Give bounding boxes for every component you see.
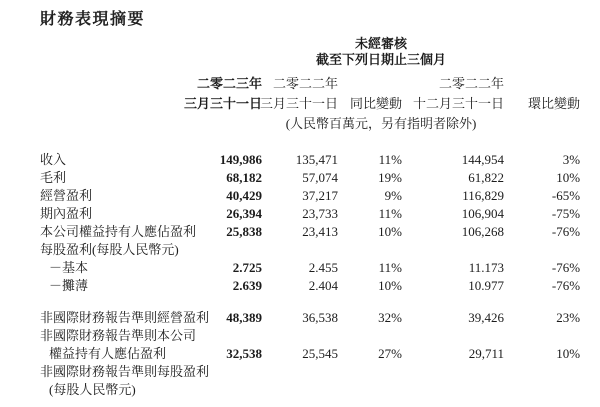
row-label: 非國際財務報告準則本公司 <box>40 328 197 343</box>
cell-value <box>338 380 402 398</box>
table-header <box>40 36 580 150</box>
cell-value <box>218 326 262 344</box>
header-row-years <box>40 68 580 92</box>
cell-value: 2.455 <box>308 260 338 275</box>
cell-value: 40,429 <box>226 188 262 203</box>
cell-value: -65% <box>551 188 581 203</box>
cell-value <box>262 380 338 398</box>
table-row <box>40 362 580 380</box>
cell-value: 25,545 <box>302 346 338 361</box>
cell-value: 149,986 <box>219 152 262 167</box>
period-label: 截至下列日期止三個月 <box>316 52 447 67</box>
row-label: 經營盈利 <box>40 188 93 203</box>
cell-value: 36,538 <box>302 310 338 325</box>
cell-value <box>402 240 504 258</box>
cell-value <box>504 362 580 380</box>
cell-value: 3% <box>562 152 581 167</box>
cell-value: 23,733 <box>302 206 338 221</box>
cell-value: 11% <box>378 260 402 275</box>
row-label: 收入 <box>40 152 67 167</box>
cell-value: 29,711 <box>468 346 504 361</box>
table-body <box>40 150 580 398</box>
cell-value: 26,394 <box>226 206 262 221</box>
cell-value: 10% <box>378 224 402 239</box>
cell-value <box>262 240 338 258</box>
cell-value <box>218 240 262 258</box>
table-row <box>40 204 580 222</box>
cell-value <box>402 380 504 398</box>
table-row <box>40 308 580 326</box>
cell-value: 2.639 <box>232 278 262 293</box>
row-label: 非國際財務報告準則經營盈利 <box>40 310 210 325</box>
table-row <box>40 380 580 398</box>
cell-value: 37,217 <box>302 188 338 203</box>
header-row-dates <box>40 92 580 112</box>
col-header-yoy-change: 同比變動 <box>349 96 402 111</box>
header-row-note <box>40 112 580 132</box>
row-label: －基本 <box>49 260 89 275</box>
cell-value: 11.173 <box>468 260 504 275</box>
spacer-row <box>40 294 580 308</box>
header-gap-row <box>40 132 580 150</box>
row-label: －攤薄 <box>49 278 89 293</box>
cell-value <box>402 326 504 344</box>
cell-value <box>218 362 262 380</box>
table-row <box>40 150 580 168</box>
financial-summary-table <box>40 36 580 398</box>
cell-value: 23,413 <box>302 224 338 239</box>
col-header-year-blank1 <box>338 68 402 92</box>
cell-value: -76% <box>551 278 581 293</box>
table-row <box>40 222 580 240</box>
cell-value: 11% <box>378 206 402 221</box>
row-label: 權益持有人應佔盈利 <box>49 346 167 361</box>
col-header-year-blank2 <box>504 68 580 92</box>
cell-value <box>338 240 402 258</box>
table-row <box>40 186 580 204</box>
cell-value: 10% <box>378 278 402 293</box>
cell-value: -76% <box>551 260 581 275</box>
row-label: 本公司權益持有人應佔盈利 <box>40 224 197 239</box>
col-header-date-2022-12-31: 十二月三十一日 <box>412 96 504 111</box>
cell-value: 2.404 <box>308 278 338 293</box>
cell-value: 61,822 <box>468 170 504 185</box>
cell-value: 10% <box>556 346 581 361</box>
row-label: (每股人民幣元) <box>49 382 136 397</box>
table-row <box>40 240 580 258</box>
cell-value: 27% <box>378 346 402 361</box>
cell-value <box>262 362 338 380</box>
cell-value: 2.725 <box>232 260 262 275</box>
cell-value: 10.977 <box>468 278 504 293</box>
cell-value: 32,538 <box>226 346 262 361</box>
cell-value <box>504 380 580 398</box>
cell-value: 106,904 <box>461 206 504 221</box>
cell-value: 48,389 <box>226 310 262 325</box>
row-label: 毛利 <box>40 170 67 185</box>
cell-value <box>402 362 504 380</box>
cell-value: 116,829 <box>462 188 504 203</box>
cell-value <box>262 326 338 344</box>
col-header-year-2022q4: 二零二二年 <box>438 76 504 91</box>
cell-value: 19% <box>378 170 402 185</box>
cell-value: 23% <box>556 310 581 325</box>
col-header-year-2023: 二零二三年 <box>196 76 262 91</box>
row-label: 非國際財務報告準則每股盈利 <box>40 364 210 379</box>
cell-value: 25,838 <box>226 224 262 239</box>
col-header-date-2022-03-31: 三月三十一日 <box>259 96 338 111</box>
currency-note: (人民幣百萬元，另有指明者除外) <box>285 116 477 131</box>
header-row-unaudited <box>40 36 580 52</box>
cell-value: 135,471 <box>295 152 338 167</box>
cell-value: 106,268 <box>461 224 504 239</box>
col-header-qoq-change: 環比變動 <box>528 96 581 111</box>
page-title: 財務表現摘要 <box>40 11 146 28</box>
header-row-period <box>40 52 580 68</box>
cell-value: 39,426 <box>468 310 504 325</box>
table-row <box>40 276 580 294</box>
row-label: 期內盈利 <box>40 206 93 221</box>
cell-value <box>338 326 402 344</box>
col-header-date-2023-03-31: 三月三十一日 <box>183 96 262 111</box>
cell-value: 57,074 <box>302 170 338 185</box>
cell-value: 68,182 <box>226 170 262 185</box>
unaudited-label: 未經審核 <box>355 36 408 51</box>
cell-value: 10% <box>556 170 581 185</box>
table-row <box>40 326 580 344</box>
cell-value: -76% <box>551 224 581 239</box>
col-header-year-2022q1: 二零二二年 <box>272 76 338 91</box>
table-row <box>40 168 580 186</box>
table-row <box>40 258 580 276</box>
cell-value: -75% <box>551 206 581 221</box>
cell-value: 11% <box>378 152 402 167</box>
cell-value <box>504 326 580 344</box>
cell-value <box>504 240 580 258</box>
row-label: 每股盈利(每股人民幣元) <box>40 242 179 257</box>
cell-value: 144,954 <box>461 152 504 167</box>
cell-value <box>338 362 402 380</box>
table-row <box>40 344 580 362</box>
cell-value: 32% <box>378 310 402 325</box>
cell-value <box>218 380 262 398</box>
cell-value: 9% <box>384 188 402 203</box>
